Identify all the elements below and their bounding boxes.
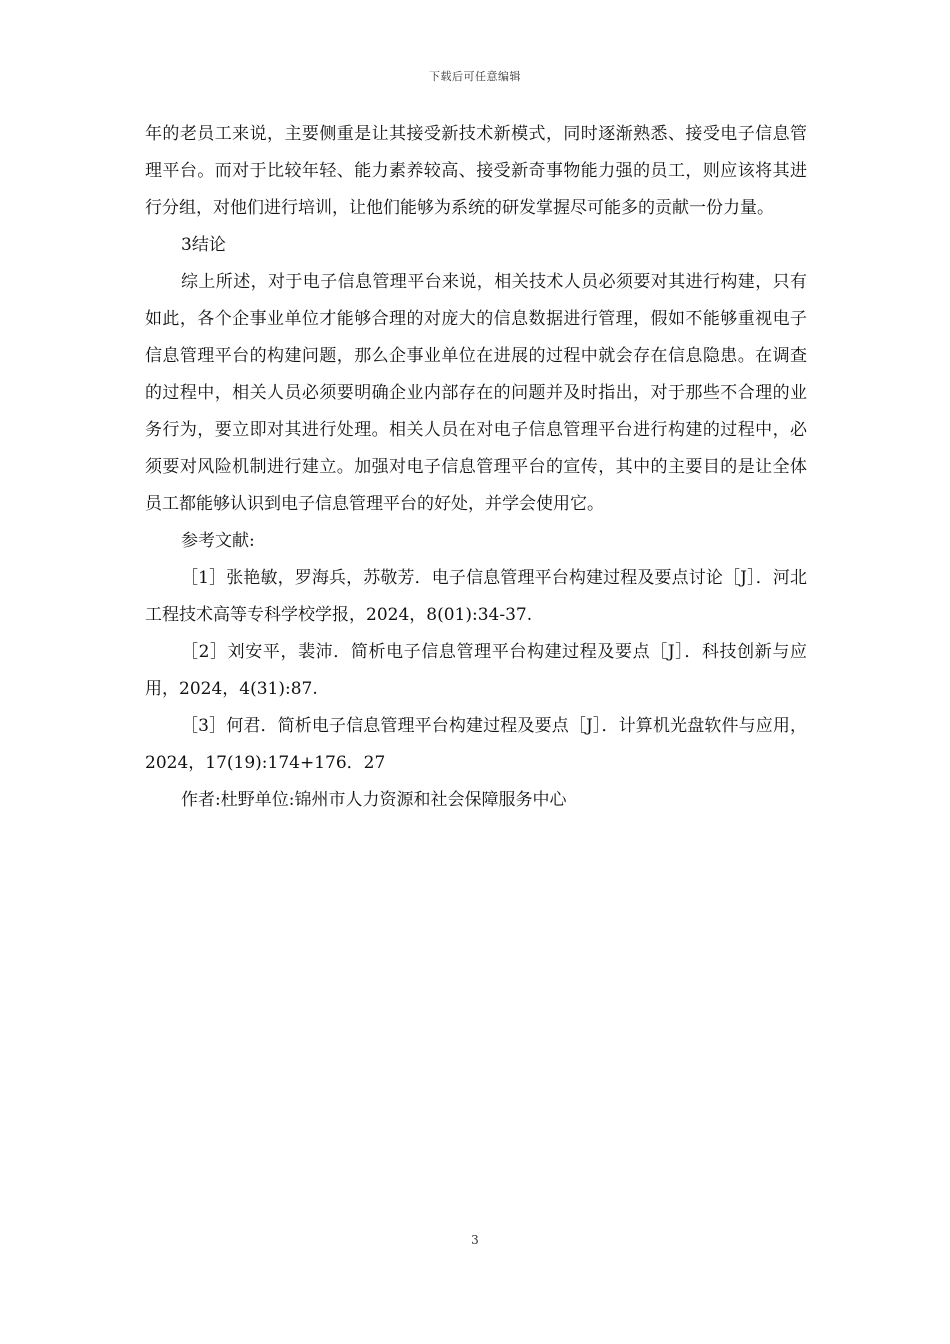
section-heading-conclusion: 3结论 xyxy=(181,235,226,255)
page-number: 3 xyxy=(471,1233,479,1247)
reference-item-1: ［1］张艳敏，罗海兵，苏敬芳．电子信息管理平台构建过程及要点讨论［J］．河北工程技术高等专科学校学报，2024，8(01):34-37. xyxy=(145,568,807,625)
body-paragraph-continued: 年的老员工来说，主要侧重是让其接受新技术新模式，同时逐渐熟悉、接受电子信息管理平台。而对于比较年轻、能力素养较高、接受新奇事物能力强的员工，则应该将其进行分组，对他们进行培训，让他们能够为系统的研发掌握尽可能多的贡献一份力量。 xyxy=(145,124,807,218)
references-heading: 参考文献: xyxy=(181,531,255,551)
author-line: 作者:杜野单位:锦州市人力资源和社会保障服务中心 xyxy=(181,790,567,810)
reference-item-3: ［3］何君．简析电子信息管理平台构建过程及要点［J］．计算机光盘软件与应用，2024，17(19):174+176．27 xyxy=(145,716,807,773)
reference-item-2: ［2］刘安平，裴沛．简析电子信息管理平台构建过程及要点［J］．科技创新与应用，2024，4(31):87. xyxy=(145,642,807,699)
body-paragraph-conclusion: 综上所述，对于电子信息管理平台来说，相关技术人员必须要对其进行构建，只有如此，各个企事业单位才能够合理的对庞大的信息数据进行管理，假如不能够重视电子信息管理平台的构建问题，那么企事业单位在进展的过程中就会存在信息隐患。在调查的过程中，相关人员必须要明确企业内部存在的问题并及时指出，对于那些不合理的业务行为，要立即对其进行处理。相关人员在对电子信息管理平台进行构建的过程中，必须要对风险机制进行建立。加强对电子信息管理平台的宣传，其中的主要目的是让全体员工都能够认识到电子信息管理平台的好处，并学会使用它。 xyxy=(145,272,807,514)
document-body xyxy=(145,116,807,819)
page-header: 下载后可任意编辑 xyxy=(429,70,521,83)
